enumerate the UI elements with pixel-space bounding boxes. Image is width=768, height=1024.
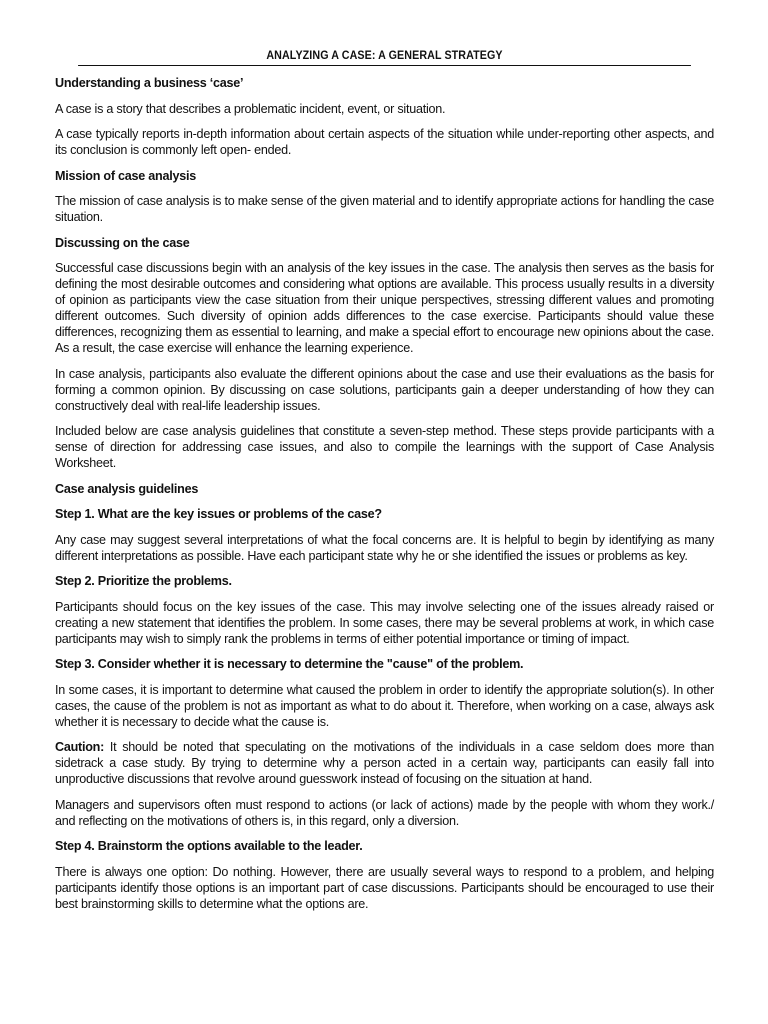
caution-text: It should be noted that speculating on the motivations of the individuals in a case seldom does more than sidetrack a case study. By trying to determine why a person acted in a certain way, participants can easily fall into unproductive discussions that revolve around guesswork instead of focusing on the situation at hand. bbox=[55, 740, 714, 786]
step-2-body: Participants should focus on the key issues of the case. This may involve selecting one of the issues already raised or creating a new statement that identifies the problem. In some cases, there may be several problems at work, in which case participants may wish to simply rank the problems in terms of either potential importance or timing of impact. bbox=[55, 599, 714, 646]
section-heading-discussing: Discussing on the case bbox=[55, 235, 190, 250]
document-title: ANALYZING A CASE: A GENERAL STRATEGY bbox=[78, 50, 691, 66]
document-body bbox=[55, 75, 714, 912]
paragraph-evaluate-opinions: In case analysis, participants also evaluate the different opinions about the case and use their evaluations as the basis for forming a common opinion. By discussing on case solutions, participants gain a deeper understanding of how they can constructively deal with real-life leadership issues. bbox=[55, 366, 714, 413]
paragraph-mission: The mission of case analysis is to make sense of the given material and to identify appropriate actions for handling the case situation. bbox=[55, 194, 714, 224]
paragraph-case-definition: A case is a story that describes a problematic incident, event, or situation. bbox=[55, 101, 446, 116]
step-4-heading: Step 4. Brainstorm the options available to the leader. bbox=[55, 839, 363, 853]
step-3-heading: Step 3. Consider whether it is necessary to determine the "cause" of the problem. bbox=[55, 657, 524, 671]
caution-paragraph bbox=[55, 739, 714, 787]
document-page bbox=[55, 50, 714, 921]
paragraph-case-reporting: A case typically reports in-depth information about certain aspects of the situation while under-reporting other aspects, and its conclusion is commonly left open- ended. bbox=[55, 127, 714, 157]
caution-label: Caution: bbox=[55, 740, 105, 754]
paragraph-managers: Managers and supervisors often must respond to actions (or lack of actions) made by the people with whom they work./ and reflecting on the motivations of others is, in this regard, only a diversion. bbox=[55, 797, 714, 828]
paragraph-discussions: Successful case discussions begin with an analysis of the key issues in the case. The analysis then serves as the basis for defining the most desirable outcomes and considering what options are available. This process usually results in a diversity of opinion as participants view the case situation from their unique perspectives, stressing different values and promoting different outcomes. Such diversity of opinion adds differences to the case exercise. Participants should value these differences, recognizing them as essential to learning, and make a special effort to encourage new opinions about the case. As a result, the case exercise will enhance the learning experience. bbox=[55, 261, 714, 355]
paragraph-seven-step-intro: Included below are case analysis guidelines that constitute a seven-step method. These steps provide participants with a sense of direction for addressing case issues, and also to compile the learnings with the support of Case Analysis Worksheet. bbox=[55, 424, 714, 470]
step-1-body: Any case may suggest several interpretations of what the focal concerns are. It is helpful to begin by identifying as many different interpretations as possible. Have each participant state why he or she identified the issues or problems as key. bbox=[55, 532, 714, 563]
section-heading-understanding-case: Understanding a business ‘case’ bbox=[55, 76, 244, 90]
step-1-heading: Step 1. What are the key issues or problems of the case? bbox=[55, 507, 382, 521]
section-heading-guidelines: Case analysis guidelines bbox=[55, 481, 199, 496]
step-4-body: There is always one option: Do nothing. However, there are usually several ways to respond to a problem, and helping participants identify those options is an important part of case discussions. Participants should be encouraged to use their best brainstorming skills to determine what the options are. bbox=[55, 864, 714, 911]
section-heading-mission: Mission of case analysis bbox=[55, 168, 196, 183]
step-3-body: In some cases, it is important to determine what caused the problem in order to identify the appropriate solution(s). In other cases, the cause of the problem is not as important as what to do about it. Therefore, when working on a case, always ask whether it is necessary to decide what the cause is. bbox=[55, 682, 714, 729]
step-2-heading: Step 2. Prioritize the problems. bbox=[55, 574, 232, 588]
